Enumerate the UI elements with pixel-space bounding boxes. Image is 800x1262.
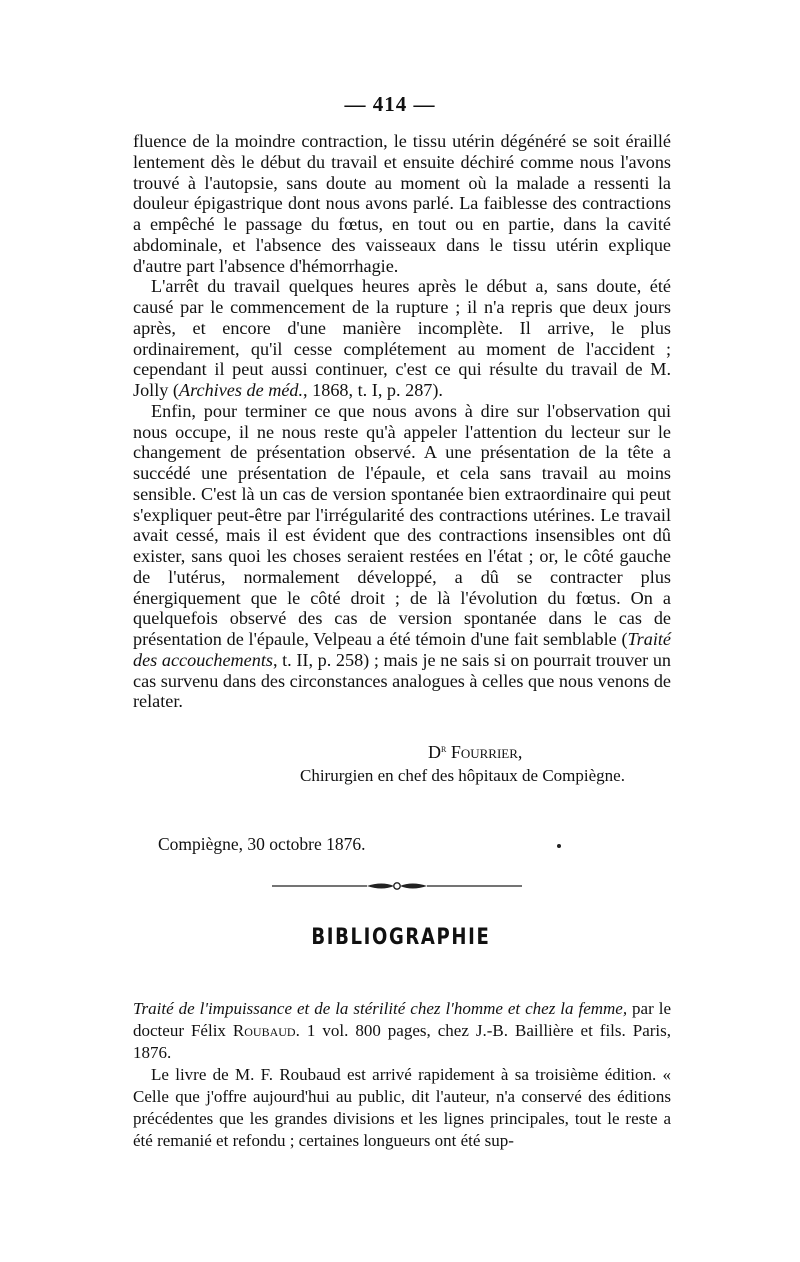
- page-number: — 414 —: [344, 92, 436, 116]
- review-paragraph: Le livre de M. F. Roubaud est arrivé rapidement à sa troisième édition. « Celle que j'offre aujourd'hui au public, dit l'auteur, n'a conservé des éditions précédentes que les grandes divisions et les lignes principales, tout le reste a été remanié et refondu ; certaines longueurs ont été sup-: [133, 1065, 671, 1150]
- author-name: [300, 740, 670, 764]
- author-title: D: [428, 742, 441, 762]
- section-divider-ornament: [272, 880, 522, 892]
- section-heading: BIBLIOGRAPHIE: [311, 925, 491, 950]
- bibliography-section: [133, 998, 671, 1152]
- author-surname: Fourrier,: [450, 742, 523, 762]
- paragraph-3: [133, 401, 671, 712]
- place-date: Compiègne, 30 octobre 1876.: [158, 834, 366, 854]
- book-details: . 1 vol. 800 pages, chez J.-B. Baillière et fils. Paris, 1876.: [133, 1021, 672, 1062]
- paragraph-1: fluence de la moindre contraction, le tissu utérin dégénéré se soit éraillé lentement dès le début du travail et ensuite déchiré comme nous l'avons trouvé à l'autopsie, sans doute au moment où la malade a ressenti la douleur épigastrique dont nous avons parlé. La faiblesse des contractions a empêché le passage du fœtus, en tout ou en partie, dans la cavité abdominale, et l'absence des vaisseaux dans le tissu utérin explique d'autre part l'absence d'hémorrhagie.: [133, 131, 671, 276]
- paragraph-2: [133, 276, 671, 401]
- bibliography-entry: [133, 998, 671, 1064]
- traite-title: Traité des accouchements: [133, 629, 671, 670]
- paragraph-3-end: ; mais je ne sais si on pourrait trouver un cas survenu dans des circonstances analogues à celles que nous venons de relater.: [133, 649, 672, 712]
- book-author-name: Roubaud: [232, 1021, 296, 1040]
- ink-dot: [557, 844, 561, 848]
- paragraph-3-text: Enfin, pour terminer ce que nous avons à dire sur l'observation qui nous occupe, il ne nous reste qu'à appeler l'attention du lecteur sur le changement de présentation observé. A une présentation de la tête a succédé une présentation de l'épaule, et cela sans travail au moins sensible. C'est là un cas de version spontanée bien extraordinaire qui peut s'expliquer peut-être par l'irrégularité des contractions utérines. Le travail avait cessé, mais il est évident que des contractions insensibles ont dû exister, sans quoi les choses seraient restées en l'état ; or, le côté gauche de l'utérus, normalement développé, a dû se contracter plus énergiquement que le côté droit ; de là l'évolution du fœtus. On a quelquefois observé des cas de version spontanée dans le cas de présentation de l'épaule, Velpeau a été témoin d'une fait semblable: [133, 400, 671, 649]
- paragraph-2-text: L'arrêt du travail quelques heures après le début a, sans doute, été causé par le commencement de la rupture ; il n'a repris que deux jours après, et encore d'une manière incomplète. Il arrive, le plus ordinairement, qu'il cesse complétement au moment de l'accident ; cependant il peut aussi continuer, c'est ce qui résulte du travail de M. Jolly: [133, 276, 671, 400]
- archives-rest: , 1868, t. I, p. 287).: [303, 380, 443, 400]
- author-title-sup: r: [441, 743, 447, 755]
- book-author-prefix: par le docteur Félix: [133, 999, 671, 1040]
- archives-title: Archives de méd.: [178, 380, 304, 400]
- traite-rest: , t. II, p. 258): [272, 649, 370, 670]
- archives-open: (: [168, 380, 179, 400]
- signature-block: [300, 740, 670, 788]
- author-role: Chirurgien en chef des hôpitaux de Compiègne.: [300, 766, 625, 785]
- article-body: [133, 131, 671, 712]
- book-title: Traité de l'impuissance et de la stérilité chez l'homme et chez la femme,: [133, 999, 628, 1018]
- traite-open: (: [616, 629, 628, 649]
